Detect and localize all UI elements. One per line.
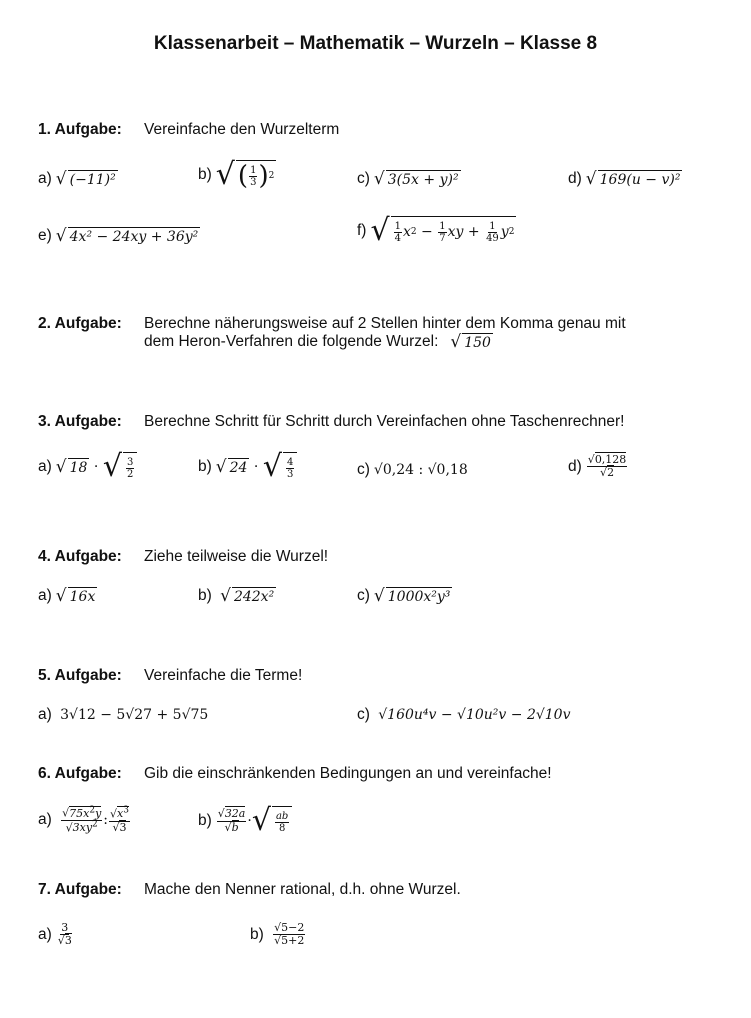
item-label: a) (38, 925, 52, 943)
item-label: e) (38, 227, 52, 244)
radicand: 1000x²y³ (387, 589, 451, 605)
fraction: $\frac{√x^3}{√3}$ (110, 805, 129, 834)
task-4a (38, 587, 97, 605)
task-1d (568, 170, 682, 188)
radical: √ 24 (215, 457, 248, 477)
task-1f (357, 213, 516, 248)
task-6-heading (38, 765, 552, 783)
task-4-heading (38, 548, 328, 566)
item-label: b) (198, 166, 212, 183)
task-1a (38, 170, 118, 188)
page-title: Klassenarbeit – Mathematik – Wurzeln – Klasse 8 (153, 33, 598, 54)
radicand: 3(5x + y)² (387, 172, 459, 188)
task-text: Berechne Schritt für Schritt durch Vereinfachen ohne Taschenrechner! (144, 413, 625, 430)
radical: √ 169(u − v)² (585, 169, 681, 189)
expression: 3√12 − 5√27 + 5√75 (60, 707, 209, 723)
radical: √ 4x² − 24xy + 36y² (55, 226, 199, 246)
task-text: dem Heron-Verfahren die folgende Wurzel: (144, 333, 439, 350)
radical: √ $\frac{3}{2}$ (103, 452, 138, 482)
radicand: ( $\frac{1}{3}$ ) 2 (237, 161, 275, 191)
item-label: c) (357, 706, 370, 723)
fraction: $\frac{√0,128}{√2}$ (587, 453, 627, 480)
task-number: 3. Aufgabe: (38, 413, 122, 430)
task-number: 6. Aufgabe: (38, 765, 122, 782)
radicand: $\frac{1}{4}$ x 2 − $\frac{1}{7}$ xy + $\frac{1}{49}$ y 2 (391, 216, 517, 246)
task-text: Ziehe teilweise die Wurzel! (144, 548, 329, 565)
radicand: 150 (464, 335, 491, 351)
task-4c (357, 587, 452, 605)
radicand: 18 (69, 460, 88, 476)
task-number: 4. Aufgabe: (38, 548, 122, 565)
radical: √ 18 (55, 457, 88, 477)
task-7b (250, 922, 306, 947)
task-2-heading (38, 315, 626, 333)
task-4b (198, 587, 276, 605)
radical: √ 1000x²y³ (373, 586, 451, 606)
radical: √ (−11)² (55, 169, 116, 189)
task-1b (198, 157, 276, 192)
item-label: d) (568, 170, 582, 187)
item-label: b) (250, 925, 264, 943)
radical: √ 242x² (220, 586, 275, 606)
task-3b: b) √ 24 · √ $\frac{4}{3}$ (198, 452, 297, 482)
task-2-continuation (144, 333, 493, 351)
task-number: 7. Aufgabe: (38, 881, 122, 898)
item-label: a) (38, 170, 52, 187)
task-text: Mache den Nenner rational, d.h. ohne Wurzel. (144, 881, 461, 898)
task-3d (568, 454, 628, 479)
item-label: a) (38, 706, 52, 723)
item-label: c) (357, 461, 370, 478)
task-7-heading (38, 881, 461, 899)
task-number: 1. Aufgabe: (38, 121, 122, 138)
task-text: Vereinfache die Terme! (144, 667, 303, 684)
task-number: 5. Aufgabe: (38, 667, 122, 684)
radicand: 4x² − 24xy + 36y² (69, 229, 199, 245)
task-7a (38, 922, 74, 947)
task-5-heading (38, 667, 302, 685)
task-5c (357, 706, 571, 724)
task-3a: a) √ 18 · √ $\frac{3}{2}$ (38, 452, 137, 482)
task-number: 2. Aufgabe: (38, 315, 122, 332)
task-text: Vereinfache den Wurzelterm (144, 121, 340, 138)
task-text: Berechne näherungsweise auf 2 Stellen hinter dem Komma genau mit (144, 315, 626, 332)
item-label: b) (198, 458, 212, 475)
radicand: 169(u − v)² (599, 172, 681, 188)
radical: √ ( $\frac{1}{3}$ ) 2 (215, 157, 275, 192)
task-3c (357, 461, 468, 479)
fraction: $\frac{√75x^2y}{√3xy^2}$ (62, 805, 102, 835)
radical: √ $\frac{1}{4}$ x 2 − $\frac{1}{7}$ xy + $\frac{1}{49}$ y 2 (370, 213, 515, 248)
fraction: $\frac{√32a}{√b}$ (217, 807, 246, 834)
radicand: 16x (69, 589, 96, 605)
task-1-heading (38, 121, 339, 139)
item-label: a) (38, 811, 52, 829)
radical: √ $\frac{4}{3}$ (263, 452, 298, 482)
radical: √ $\frac{ab}{8}$ (252, 806, 293, 836)
fraction: $\frac{√5-2}{√5+2}$ (274, 921, 305, 948)
radicand: (−11)² (69, 172, 116, 188)
expression: √0,24 : √0,18 (373, 462, 468, 478)
task-1e (38, 227, 200, 245)
task-text: Gib die einschränkenden Bedingungen an und vereinfache! (144, 765, 552, 782)
item-label: a) (38, 587, 52, 604)
task-6a: a) $\frac{√75x^2y}{√3xy^2}$ : $\frac{√x^3}{√3}$ (38, 805, 129, 835)
radicand: 242x² (233, 589, 275, 605)
task-1c (357, 170, 461, 188)
item-label: c) (357, 587, 370, 604)
item-label: f) (357, 222, 367, 239)
radical: √ 3(5x + y)² (373, 169, 459, 189)
item-label: b) (198, 812, 212, 829)
item-label: a) (38, 458, 52, 475)
item-label: b) (198, 587, 212, 604)
radical: √ 16x (55, 586, 96, 606)
item-label: c) (357, 170, 370, 187)
task-5a (38, 706, 208, 724)
radicand: 24 (229, 460, 248, 476)
task-6b: b) $\frac{√32a}{√b}$ · √ $\frac{ab}{8}$ (198, 806, 292, 836)
item-label: d) (568, 457, 582, 475)
radical: √ 150 (450, 332, 491, 352)
task-3-heading (38, 413, 625, 431)
expression: √160u⁴v − √10u²v − 2√10v (378, 707, 571, 723)
fraction: $\frac{3}{√3}$ (57, 921, 72, 948)
